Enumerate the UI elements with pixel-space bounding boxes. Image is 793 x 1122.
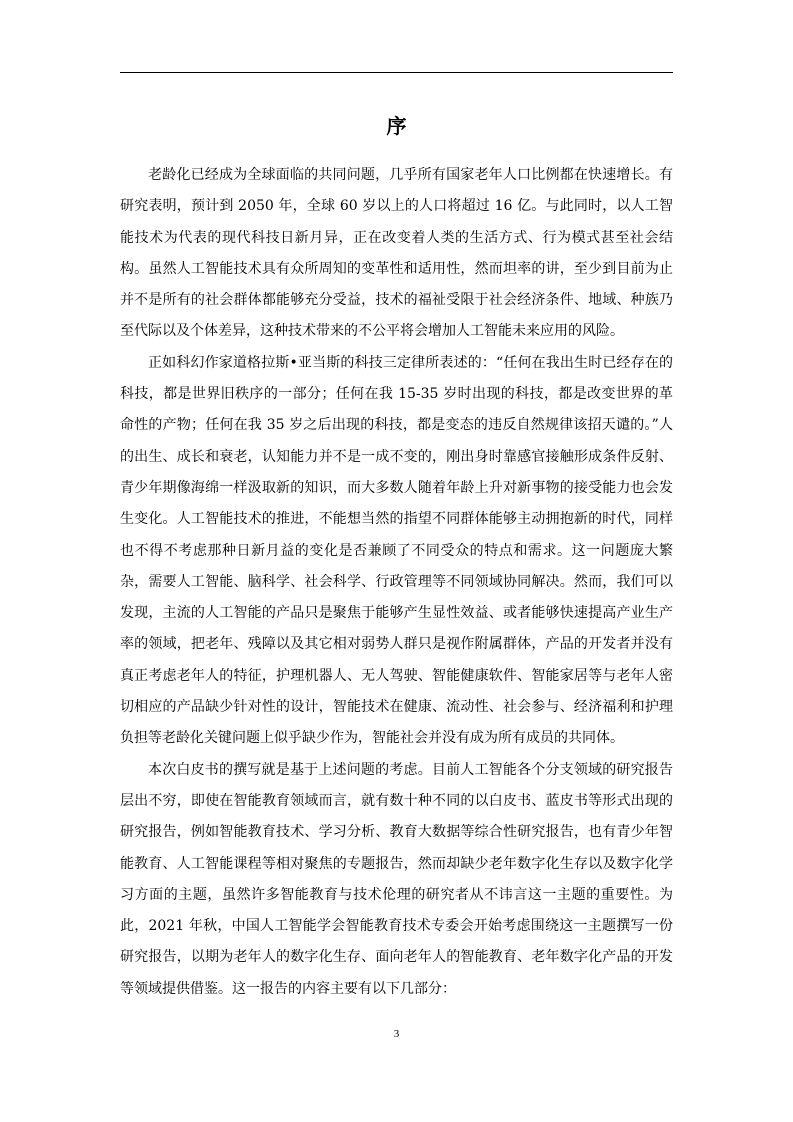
paragraph-whitepaper: 本次白皮书的撰写就是基于上述问题的考虑。目前人工智能各个分支领域的研究报告层出不穷，即使在智能教育领域而言，就有数十种不同的以白皮书、蓝皮书等形式出现的研究报告，例如智能教育技术、学习分析、教育大数据等综合性研究报告，也有青少年智能教育、人工智能课程等相对聚焦的专题报告，然而却缺少老年数字化生存以及数字化学习方面的主题，虽然许多智能教育与技术伦理的研究者从不讳言这一主题的重要性。为此，2021 年秋，中国人工智能学会智能教育技术专委会开始考虑围绕这一主题撰写一份研究报告，以期为老年人的数字化生存、面向老年人的智能教育、老年数字化产品的开发等领域提供借鉴。这一报告的内容主要有以下几部分：: [120, 761, 673, 997]
page-number: 3: [393, 1028, 400, 1040]
paragraph-adams-laws: 正如科幻作家道格拉斯•亚当斯的科技三定律所表述的：“任何在我出生时已经存在的科技，都是世界旧秩序的一部分；任何在我 15-35 岁时出现的科技，都是改变世界的革命性的产物；任何在我 35 岁之后出现的科技，都是变态的违反自然规律该招天谴的。”人的出生、成长和衰老，认知能力并不是一成不变的，刚出身时靠感官接触形成条件反射、青少年期像海绵一样汲取新的知识，而大多数人随着年龄上升对新事物的接受能力也会发生变化。人工智能技术的推进，不能想当然的指望不同群体能够主动拥抱新的时代，同样也不得不考虑那种日新月益的变化是否兼顾了不同受众的特点和需求。这一问题庞大繁杂，需要人工智能、脑科学、社会科学、行政管理等不同领域协同解决。然而，我们可以发现，主流的人工智能的产品只是聚焦于能够产生显性效益、或者能够快速提高产业生产率的领域，把老年、残障以及其它相对弱势人群只是视作附属群体，产品的开发者并没有真正考虑老年人的特征，护理机器人、无人驾驶、智能健康软件、智能家居等与老年人密切相应的产品缺少针对性的设计，智能技术在健康、流动性、社会参与、经济福利和护理负担等老龄化关键问题上似乎缺少作为，智能社会并没有成为所有成员的共同体。: [120, 354, 673, 747]
body-text: [120, 160, 673, 1005]
paragraph-aging: 老龄化已经成为全球面临的共同问题，几乎所有国家老年人口比例都在快速增长。有研究表明，预计到 2050 年，全球 60 岁以上的人口将超过 16 亿。与此同时，以人工智能技术为代表的现代科技日新月异，正在改变着人类的生活方式、行为模式甚至社会结构。虽然人工智能技术具有众所周知的变革性和适用性，然而坦率的讲，至少到目前为止并不是所有的社会群体都能够充分受益，技术的福祉受限于社会经济条件、地域、种族乃至代际以及个体差异，这种技术带来的不公平将会增加人工智能未来应用的风险。: [120, 167, 673, 340]
page-title: 序: [386, 114, 407, 138]
header-rule: [120, 72, 673, 73]
